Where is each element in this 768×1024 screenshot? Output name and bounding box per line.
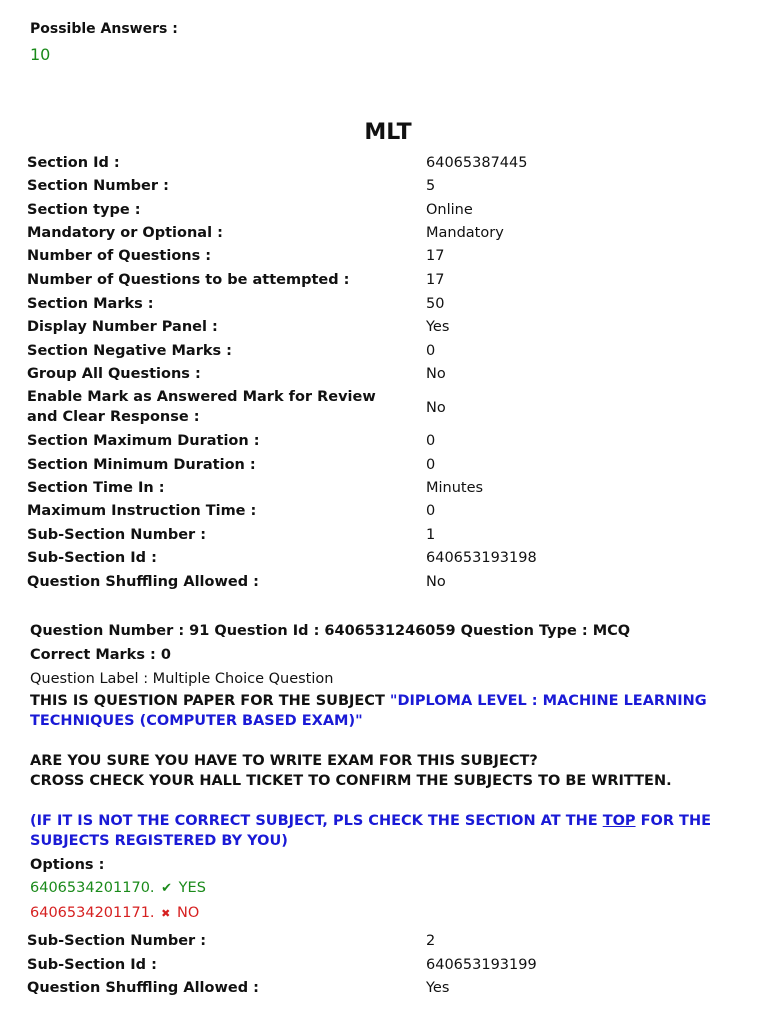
row-value: 0 [426, 433, 436, 449]
row-key: Section type : [27, 202, 141, 218]
row-value: 17 [426, 272, 445, 288]
option-correct [30, 878, 750, 899]
row-key: Sub-Section Id : [27, 957, 157, 973]
option-text: NO [176, 905, 200, 921]
row-key: Number of Questions to be attempted : [27, 272, 350, 288]
row-value: 2 [426, 933, 436, 949]
row-key: Sub-Section Id : [27, 550, 157, 566]
row-key: Sub-Section Number : [27, 527, 207, 543]
row-value: Online [426, 202, 473, 218]
row-value: 5 [426, 178, 436, 194]
row-key: Section Marks : [27, 296, 154, 312]
row-key: Sub-Section Number : [27, 933, 207, 949]
warning-part-2: FOR THE SUBJECTS REGISTERED BY YOU) [30, 813, 711, 849]
question-text-prefix: THIS IS QUESTION PAPER FOR THE SUBJECT [30, 693, 390, 709]
row-value: 64065387445 [426, 155, 528, 171]
row-key: Display Number Panel : [27, 319, 218, 335]
row-value: Mandatory [426, 225, 504, 241]
row-value: 17 [426, 248, 445, 264]
option-text: YES [178, 880, 206, 896]
question-header: Question Number : 91 Question Id : 6406531246059 Question Type : MCQ [30, 623, 631, 639]
row-key: Section Minimum Duration : [27, 457, 256, 473]
row-value: No [426, 400, 446, 416]
row-key: Enable Mark as Answered Mark for Review and Clear Response : [27, 389, 376, 425]
row-key: Maximum Instruction Time : [27, 503, 257, 519]
confirm-line-2: CROSS CHECK YOUR HALL TICKET TO CONFIRM THE SUBJECTS TO BE WRITTEN. [30, 773, 672, 789]
row-key: Section Id : [27, 155, 120, 171]
row-key: Section Time In : [27, 480, 165, 496]
row-value: 1 [426, 527, 436, 543]
row-key: Group All Questions : [27, 366, 201, 382]
section-title: MLT [364, 120, 412, 145]
row-value: No [426, 574, 446, 590]
option-incorrect [30, 903, 750, 924]
row-value: 0 [426, 343, 436, 359]
row-value: 50 [426, 296, 445, 312]
row-key: Question Shuffling Allowed : [27, 574, 259, 590]
row-value: 640653193199 [426, 957, 537, 973]
option-id: 6406534201170. [30, 880, 155, 896]
row-key: Number of Questions : [27, 248, 212, 264]
row-key: Section Number : [27, 178, 169, 194]
row-value: Minutes [426, 480, 484, 496]
check-icon: ✔ [161, 881, 173, 896]
row-value: Yes [426, 319, 450, 335]
row-value: 0 [426, 503, 436, 519]
possible-answers-value: 10 [30, 45, 51, 64]
row-value: 640653193198 [426, 550, 537, 566]
option-id: 6406534201171. [30, 905, 155, 921]
row-key: Section Maximum Duration : [27, 433, 260, 449]
question-subject: "DIPLOMA LEVEL : MACHINE LEARNING TECHNIQUES (COMPUTER BASED EXAM)" [30, 693, 707, 729]
warning-top-word: TOP [602, 813, 636, 829]
warning-part-1: (IF IT IS NOT THE CORRECT SUBJECT, PLS CHECK THE SECTION AT THE [30, 813, 603, 829]
row-key: Mandatory or Optional : [27, 225, 223, 241]
cross-icon: ✖ [161, 907, 171, 920]
row-key: Question Shuffling Allowed : [27, 980, 259, 996]
question-label: Question Label : Multiple Choice Question [30, 671, 334, 687]
possible-answers-label: Possible Answers : [30, 21, 178, 37]
row-value: Yes [426, 980, 450, 996]
confirm-line-1: ARE YOU SURE YOU HAVE TO WRITE EXAM FOR THIS SUBJECT? [30, 753, 538, 769]
row-key: Section Negative Marks : [27, 343, 232, 359]
row-value: No [426, 366, 446, 382]
warning-text [30, 811, 750, 851]
correct-marks: Correct Marks : 0 [30, 647, 171, 663]
row-value: 0 [426, 457, 436, 473]
options-label: Options : [30, 857, 105, 873]
question-text [30, 691, 750, 731]
